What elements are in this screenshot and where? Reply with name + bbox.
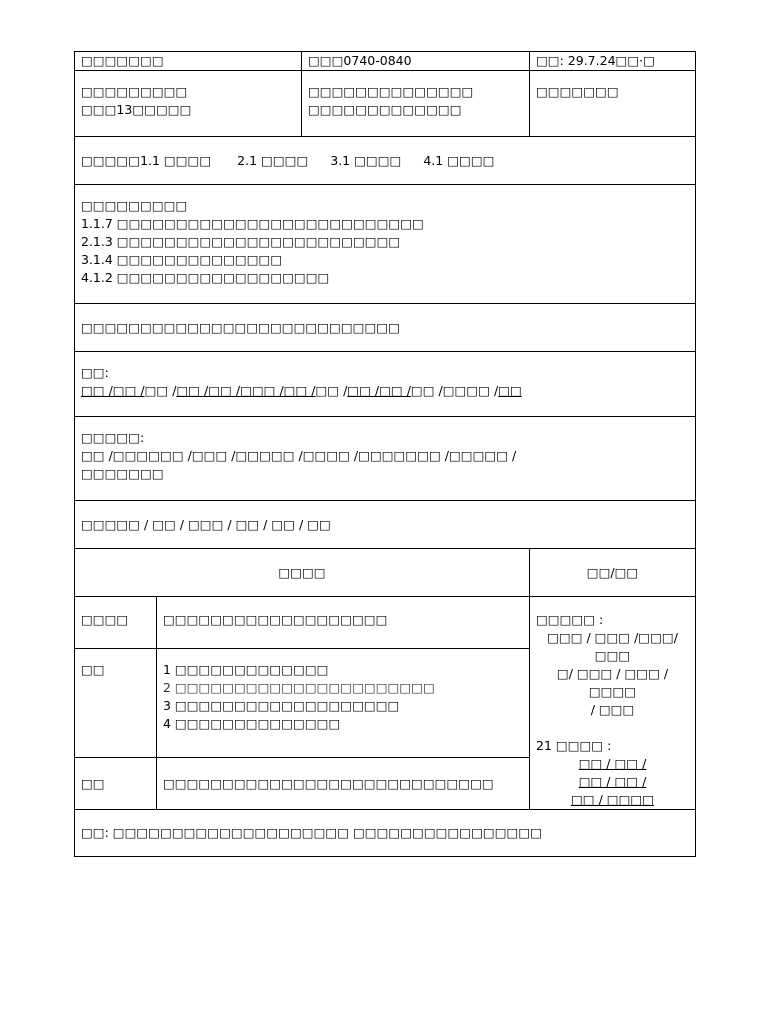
class-line-1: □□□□□□□□□	[81, 84, 188, 99]
subject-cell	[75, 52, 302, 71]
vocab-item-1: □□ /□□ /	[81, 383, 145, 398]
activity-2-line-2: 2 □□□□□□□□□□□□□□□□□□□□□□	[163, 679, 435, 695]
notes-header-text: □□/□□	[586, 564, 639, 580]
vocab-item-6: □□ /□□ /	[347, 383, 411, 398]
vocab-list	[81, 382, 689, 400]
learning-standard-4: 4.1.2 □□□□□□□□□□□□□□□□□□	[81, 270, 330, 285]
activity-content-cell-1	[157, 597, 530, 649]
learning-standard-1: 1.1.7 □□□□□□□□□□□□□□□□□□□□□□□□□□	[81, 216, 424, 231]
activity-1-line-1: □□□□□□□□□□□□□□□□□□□	[163, 612, 388, 627]
cross-elements-label: □□□□□:	[81, 430, 145, 445]
reflection-text: □□: □□□□□□□□□□□□□□□□□□□□ □□□□□□□□□□□□□□□□	[81, 825, 542, 840]
notes-title-1: □□□□□ :	[536, 612, 604, 627]
activity-2-line-1: 1 □□□□□□□□□□□□□	[163, 661, 329, 677]
vocab-item-5: □□ /	[315, 383, 348, 398]
activity-label-cell-2	[75, 648, 157, 757]
learning-standards-cell	[75, 185, 696, 304]
standard-item-3: 3.1 □□□□	[330, 152, 402, 168]
standard-item-1: 1.1 □□□□	[140, 152, 212, 168]
class-cell	[75, 71, 302, 137]
vocab-item-3: □□ /□□ /	[176, 383, 241, 398]
topic-line-1: □□□□□□□□□□□□□□	[308, 84, 474, 99]
vocab-label: □□:	[81, 365, 109, 380]
activity-label-2: □□	[81, 661, 105, 677]
activity-2-line-4: 4 □□□□□□□□□□□□□□	[163, 715, 341, 731]
class-row	[75, 71, 696, 137]
cross-elements-line-2: □□□□□□□	[81, 466, 164, 481]
vocab-row	[75, 352, 696, 417]
notes-2-line-1: □□ / □□ /	[578, 756, 647, 771]
vocab-item-4: □□□ /□□ /	[240, 383, 316, 398]
vocab-item-7: □□ /	[410, 383, 443, 398]
activity-content-cell-3	[157, 758, 530, 810]
activity-3-line-1: □□□□□□□□□□□□□□□□□□□□□□□□□□□□	[163, 775, 494, 791]
activity-label-cell-1	[75, 597, 157, 649]
cross-elements-row	[75, 417, 696, 501]
learning-standard-3: 3.1.4 □□□□□□□□□□□□□□	[81, 252, 283, 267]
notes-1-line-2: □/ □□□ / □□□ /□□□□	[556, 666, 669, 699]
objective-cell	[75, 304, 696, 352]
values-cell	[75, 501, 696, 549]
class-line-2: □□□13□□□□□	[81, 102, 192, 117]
extra-text: □□□□□□□	[536, 84, 619, 99]
notes-1-line-3: / □□□	[590, 702, 635, 717]
activity-2-line-3: 3 □□□□□□□□□□□□□□□□□□□	[163, 697, 400, 713]
learning-standards-row	[75, 185, 696, 304]
standards-label: □□□□□	[81, 152, 141, 168]
activity-header-text: □□□□	[278, 564, 326, 580]
learning-standards-title: □□□□□□□□□	[81, 198, 188, 213]
objective-text: □□□□□□□□□□□□□□□□□□□□□□□□□□□	[81, 319, 400, 335]
lesson-plan-table	[74, 51, 696, 857]
standards-row	[75, 137, 696, 185]
cross-elements-line-1: □□ /□□□□□□ /□□□ /□□□□□ /□□□□ /□□□□□□□ /□□□□□ /	[81, 448, 517, 463]
date-cell	[530, 52, 696, 71]
reflection-cell	[75, 810, 696, 857]
activity-label-cell-3	[75, 758, 157, 810]
notes-2-line-3: □□ / □□□□	[570, 792, 655, 807]
extra-cell	[530, 71, 696, 137]
activity-header-row	[75, 549, 696, 597]
notes-header-cell	[530, 549, 696, 597]
subject-text: □□□□□□□	[81, 53, 164, 68]
activity-label-3: □□	[81, 775, 105, 791]
values-text: □□□□□ / □□ / □□□ / □□ / □□ / □□	[81, 516, 331, 532]
activity-label-1: □□□□	[81, 612, 129, 627]
vocab-item-8: □□□□ /	[442, 383, 499, 398]
time-cell	[302, 52, 530, 71]
time-text: □□□0740-0840	[308, 53, 412, 68]
notes-cell	[530, 597, 696, 810]
values-row	[75, 501, 696, 549]
activity-row-1	[75, 597, 696, 649]
notes-title-2: 21 □□□□ :	[536, 738, 612, 753]
topic-line-2: □□□□□□□□□□□□□	[308, 102, 462, 117]
vocab-cell	[75, 352, 696, 417]
standards-cell	[75, 137, 696, 185]
activity-content-cell-2	[157, 648, 530, 757]
reflection-row	[75, 810, 696, 857]
header-row	[75, 52, 696, 71]
standard-item-2: 2.1 □□□□	[237, 152, 309, 168]
objective-row	[75, 304, 696, 352]
cross-elements-cell	[75, 417, 696, 501]
vocab-item-9: □□	[498, 383, 522, 398]
date-text: □□: 29.7.24□□·□	[536, 53, 655, 68]
learning-standard-2: 2.1.3 □□□□□□□□□□□□□□□□□□□□□□□□	[81, 234, 401, 249]
topic-cell	[302, 71, 530, 137]
activity-header-cell	[75, 549, 530, 597]
notes-2-line-2: □□ / □□ /	[578, 774, 647, 789]
vocab-item-2: □□ /	[144, 383, 177, 398]
standard-item-4: 4.1 □□□□	[423, 152, 495, 168]
notes-1-line-1: □□□ / □□□ /□□□/□□□	[547, 630, 678, 663]
